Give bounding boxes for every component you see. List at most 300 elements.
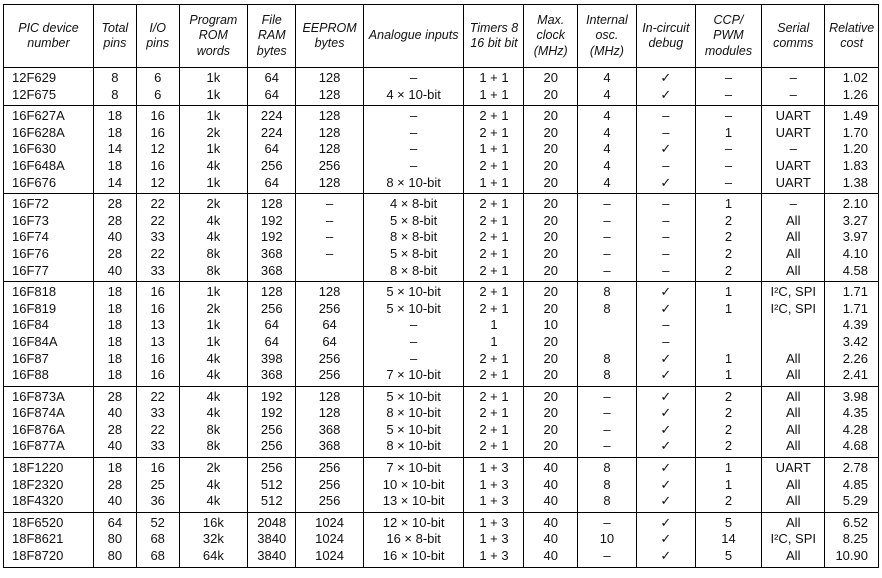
internal-osc-value: – [603, 212, 611, 228]
serial-value: – [789, 196, 797, 212]
timers-value: 1 + 3 [479, 460, 509, 476]
cell-io-pins [136, 458, 179, 513]
analogue-value: 5 × 10-bit [386, 284, 441, 300]
io-pins-value: 25 [150, 476, 165, 492]
file-ram-value: 398 [260, 350, 283, 366]
internal-osc-value: 8 [603, 300, 611, 316]
analogue-value: 4 × 10-bit [386, 86, 441, 102]
device-value: 16F77 [12, 262, 49, 278]
cell-analogue [363, 194, 464, 282]
cost-value: 2.10 [842, 196, 868, 212]
debug-value: – [662, 196, 670, 212]
io-pins-value: 22 [150, 421, 165, 437]
total-pins-value: 40 [107, 493, 123, 509]
eeprom-value: 1024 [315, 531, 345, 547]
internal-osc-value: 10 [599, 531, 615, 547]
device-value: 16F88 [12, 367, 49, 383]
serial-value: All [786, 548, 801, 564]
max-clock-value: 20 [543, 229, 558, 245]
ccp-pwm-value: 2 [724, 405, 733, 421]
ccp-pwm-value: – [724, 108, 733, 124]
device-value: 16F818 [12, 284, 57, 300]
total-pins-value: 18 [107, 317, 123, 333]
eeprom-value: 256 [318, 493, 341, 509]
program-rom-value: 4k [206, 212, 221, 228]
cell-internal-osc [577, 386, 636, 457]
analogue-value: 8 × 10-bit [386, 438, 441, 454]
debug-value: ✓ [660, 460, 672, 476]
io-pins-value: 16 [150, 460, 165, 476]
serial-value: All [786, 229, 801, 245]
device-value: 18F2320 [12, 476, 64, 492]
cost-value: 2.41 [842, 367, 868, 383]
cost-value: 2.26 [842, 350, 868, 366]
eeprom-value: 128 [318, 124, 341, 140]
eeprom-value: 128 [318, 284, 341, 300]
ccp-pwm-value: 1 [724, 284, 733, 300]
cell-internal-osc [577, 68, 636, 106]
analogue-value: 5 × 10-bit [386, 300, 441, 316]
cell-io-pins [136, 106, 179, 194]
cell-eeprom [296, 282, 363, 387]
cell-program-rom [179, 106, 248, 194]
total-pins-value: 80 [107, 531, 123, 547]
cell-timers [464, 458, 524, 513]
program-rom-value: 32k [202, 531, 224, 547]
analogue-value: 10 × 10-bit [382, 476, 445, 492]
cell-ccp-pwm [695, 282, 761, 387]
ccp-pwm-value: 2 [724, 421, 733, 437]
ccp-pwm-value: 1 [724, 300, 733, 316]
file-ram-value: 256 [260, 421, 283, 437]
analogue-value: – [410, 124, 418, 140]
total-pins-value: 18 [107, 367, 123, 383]
cost-value: 3.98 [842, 388, 868, 404]
cell-total-pins [93, 106, 136, 194]
timers-value: 1 [490, 317, 498, 333]
io-pins-value: 6 [154, 70, 162, 85]
cell-max-clock [524, 194, 578, 282]
total-pins-value: 28 [107, 388, 123, 404]
analogue-value: 16 × 10-bit [382, 548, 445, 564]
device-group [4, 458, 879, 513]
ccp-pwm-value: 2 [724, 262, 733, 278]
cost-value: 4.35 [842, 405, 868, 421]
device-value: 16F628A [12, 124, 65, 140]
max-clock-value: 20 [543, 388, 558, 404]
file-ram-value: 64 [264, 174, 279, 190]
max-clock-value: 20 [543, 108, 558, 124]
timers-value: 2 + 1 [479, 108, 509, 124]
col-header-analogue: Analogue inputs [363, 5, 464, 68]
internal-osc-value: 8 [603, 367, 611, 383]
max-clock-value: 20 [543, 245, 558, 261]
cell-ccp-pwm [695, 512, 761, 567]
program-rom-value: 16k [202, 514, 224, 530]
internal-osc-value: 8 [603, 493, 611, 509]
cell-eeprom [296, 512, 363, 567]
program-rom-value: 2k [206, 300, 221, 316]
device-value: 16F76 [12, 245, 49, 261]
file-ram-value: 256 [260, 438, 283, 454]
cell-device [4, 106, 94, 194]
cell-program-rom [179, 194, 248, 282]
max-clock-value: 20 [543, 438, 558, 454]
serial-value: All [786, 262, 801, 278]
cost-value: 1.83 [842, 157, 868, 173]
file-ram-value: 256 [260, 157, 283, 173]
debug-value: ✓ [660, 350, 672, 366]
analogue-value: 16 × 8-bit [386, 531, 441, 547]
cell-file-ram [248, 458, 296, 513]
serial-value: I²C, SPI [770, 531, 816, 547]
device-group [4, 386, 879, 457]
program-rom-value: 1k [206, 86, 221, 102]
file-ram-value: 368 [260, 262, 283, 278]
timers-value: 2 + 1 [479, 350, 509, 366]
debug-value: ✓ [660, 421, 672, 437]
cell-total-pins [93, 194, 136, 282]
timers-value: 1 + 1 [479, 174, 509, 190]
cell-io-pins [136, 68, 179, 106]
timers-value: 2 + 1 [479, 438, 509, 454]
cell-internal-osc [577, 194, 636, 282]
internal-osc-value: 4 [603, 108, 611, 124]
program-rom-value: 4k [206, 476, 221, 492]
device-value: 16F84A [12, 333, 58, 349]
program-rom-value: 1k [206, 108, 221, 124]
eeprom-value: 128 [318, 405, 341, 421]
ccp-pwm-value: 2 [724, 229, 733, 245]
debug-value: ✓ [660, 405, 672, 421]
eeprom-value: 256 [318, 476, 341, 492]
serial-value: All [786, 212, 801, 228]
cell-eeprom [296, 68, 363, 106]
cell-ccp-pwm [695, 386, 761, 457]
file-ram-value: 64 [264, 141, 279, 157]
file-ram-value: 256 [260, 300, 283, 316]
analogue-value: – [410, 317, 418, 333]
analogue-value: 7 × 10-bit [386, 460, 441, 476]
cell-timers [464, 68, 524, 106]
cell-program-rom [179, 386, 248, 457]
total-pins-value: 14 [107, 174, 123, 190]
total-pins-value: 28 [107, 196, 123, 212]
analogue-value: 4 × 8-bit [389, 196, 438, 212]
debug-value: ✓ [660, 476, 672, 492]
internal-osc-value: – [603, 388, 611, 404]
ccp-pwm-value: 2 [724, 245, 733, 261]
analogue-value: 5 × 10-bit [386, 388, 441, 404]
serial-value: All [786, 514, 801, 530]
program-rom-value: 1k [206, 70, 221, 85]
serial-value: – [789, 86, 797, 102]
device-value: 12F675 [12, 86, 57, 102]
program-rom-value: 4k [206, 350, 221, 366]
ccp-pwm-value: 1 [724, 350, 733, 366]
io-pins-value: 16 [150, 124, 165, 140]
internal-osc-value: 4 [603, 86, 611, 102]
io-pins-value: 13 [150, 333, 165, 349]
serial-value [764, 317, 822, 334]
program-rom-value: 1k [206, 174, 221, 190]
eeprom-value: 128 [318, 108, 341, 124]
cell-ccp-pwm [695, 68, 761, 106]
program-rom-value: 1k [206, 317, 221, 333]
col-header-timers: Timers 8 16 bit bit [464, 5, 524, 68]
serial-value: UART [775, 460, 811, 476]
col-header-serial: Serial comms [762, 5, 825, 68]
cell-program-rom [179, 458, 248, 513]
total-pins-value: 18 [107, 460, 123, 476]
cell-internal-osc [577, 282, 636, 387]
io-pins-value: 16 [150, 300, 165, 316]
io-pins-value: 33 [150, 405, 165, 421]
total-pins-value: 18 [107, 157, 123, 173]
cell-cost [825, 512, 879, 567]
cost-value: 4.68 [842, 438, 868, 454]
file-ram-value: 3840 [257, 531, 287, 547]
cell-device [4, 386, 94, 457]
total-pins-value: 18 [107, 108, 123, 124]
max-clock-value: 20 [543, 284, 558, 300]
internal-osc-value: 4 [603, 141, 611, 157]
analogue-value: – [410, 157, 418, 173]
serial-value: All [786, 476, 801, 492]
timers-value: 1 + 3 [479, 531, 509, 547]
io-pins-value: 16 [150, 284, 165, 300]
ccp-pwm-value: 2 [724, 388, 733, 404]
max-clock-value: 40 [543, 548, 558, 564]
cell-program-rom [179, 282, 248, 387]
program-rom-value: 2k [206, 196, 221, 212]
analogue-value: – [410, 333, 418, 349]
cost-value: 10.90 [835, 548, 868, 564]
cell-serial [762, 68, 825, 106]
timers-value: 2 + 1 [479, 405, 509, 421]
internal-osc-value: 4 [603, 70, 611, 85]
debug-value: ✓ [660, 388, 672, 404]
device-value: 16F648A [12, 157, 65, 173]
program-rom-value: 4k [206, 493, 221, 509]
timers-value: 1 [490, 333, 498, 349]
program-rom-value: 4k [206, 157, 221, 173]
serial-value: – [789, 70, 797, 85]
internal-osc-value: – [603, 405, 611, 421]
max-clock-value: 20 [543, 333, 558, 349]
serial-value: All [786, 405, 801, 421]
timers-value: 2 + 1 [479, 300, 509, 316]
table-header [4, 5, 879, 68]
device-value: 16F676 [12, 174, 57, 190]
file-ram-value: 192 [260, 405, 283, 421]
serial-value: All [786, 245, 801, 261]
analogue-value: 8 × 8-bit [389, 229, 438, 245]
program-rom-value: 4k [206, 367, 221, 383]
cost-value: 4.58 [842, 262, 868, 278]
eeprom-value: 64 [322, 317, 337, 333]
timers-value: 2 + 1 [479, 262, 509, 278]
program-rom-value: 64k [202, 548, 224, 564]
internal-osc-value: – [603, 514, 611, 530]
io-pins-value: 22 [150, 196, 165, 212]
io-pins-value: 16 [150, 367, 165, 383]
cell-total-pins [93, 68, 136, 106]
max-clock-value: 40 [543, 460, 558, 476]
debug-value: ✓ [660, 531, 672, 547]
cell-analogue [363, 458, 464, 513]
timers-value: 2 + 1 [479, 421, 509, 437]
cell-analogue [363, 106, 464, 194]
device-group [4, 68, 879, 106]
cell-debug [636, 282, 695, 387]
ccp-pwm-value: 1 [724, 460, 733, 476]
cell-debug [636, 106, 695, 194]
io-pins-value: 16 [150, 157, 165, 173]
serial-value: All [786, 388, 801, 404]
cell-file-ram [248, 106, 296, 194]
pic-comparison-table [3, 4, 879, 568]
ccp-pwm-value: 1 [724, 196, 733, 212]
col-header-program-rom: Program ROM words [179, 5, 248, 68]
max-clock-value: 20 [543, 86, 558, 102]
analogue-value: – [410, 108, 418, 124]
eeprom-value: 128 [318, 174, 341, 190]
col-header-total-pins: Total pins [93, 5, 136, 68]
cell-file-ram [248, 386, 296, 457]
program-rom-value: 2k [206, 124, 221, 140]
cell-timers [464, 512, 524, 567]
device-value: 18F1220 [12, 460, 64, 476]
timers-value: 1 + 3 [479, 514, 509, 530]
cost-value: 3.97 [842, 229, 868, 245]
max-clock-value: 40 [543, 514, 558, 530]
file-ram-value: 128 [260, 284, 283, 300]
io-pins-value: 22 [150, 245, 165, 261]
cell-serial [762, 512, 825, 567]
cell-file-ram [248, 68, 296, 106]
io-pins-value: 16 [150, 108, 165, 124]
total-pins-value: 28 [107, 212, 123, 228]
debug-value: ✓ [660, 438, 672, 454]
analogue-value: 13 × 10-bit [382, 493, 445, 509]
file-ram-value: 512 [260, 476, 283, 492]
file-ram-value: 192 [260, 388, 283, 404]
total-pins-value: 28 [107, 421, 123, 437]
internal-osc-value: 4 [603, 124, 611, 140]
io-pins-value: 36 [150, 493, 165, 509]
io-pins-value: 13 [150, 317, 165, 333]
cell-internal-osc [577, 512, 636, 567]
debug-value: – [662, 229, 670, 245]
debug-value: ✓ [660, 141, 672, 157]
eeprom-value: 64 [322, 333, 337, 349]
file-ram-value: 64 [264, 333, 279, 349]
cell-cost [825, 106, 879, 194]
ccp-pwm-value [698, 334, 759, 351]
file-ram-value: 256 [260, 460, 283, 476]
ccp-pwm-value [698, 317, 759, 334]
eeprom-value: – [325, 212, 334, 228]
device-value: 16F87 [12, 350, 49, 366]
timers-value: 2 + 1 [479, 229, 509, 245]
eeprom-value: 256 [318, 367, 341, 383]
timers-value: 2 + 1 [479, 367, 509, 383]
cell-analogue [363, 386, 464, 457]
debug-value: – [662, 108, 670, 124]
max-clock-value: 20 [543, 124, 558, 140]
io-pins-value: 12 [150, 141, 165, 157]
eeprom-value: 1024 [315, 514, 345, 530]
max-clock-value: 20 [543, 157, 558, 173]
cell-serial [762, 194, 825, 282]
device-value: 18F8621 [12, 531, 64, 547]
debug-value: ✓ [660, 548, 672, 564]
internal-osc-value: – [603, 262, 611, 278]
cell-ccp-pwm [695, 106, 761, 194]
ccp-pwm-value: 5 [724, 548, 733, 564]
cell-eeprom [296, 106, 363, 194]
cell-io-pins [136, 282, 179, 387]
cost-value: 1.26 [842, 86, 868, 102]
device-value: 16F819 [12, 300, 57, 316]
ccp-pwm-value: – [724, 157, 733, 173]
cell-max-clock [524, 458, 578, 513]
program-rom-value: 2k [206, 460, 221, 476]
internal-osc-value: 8 [603, 284, 611, 300]
device-value: 16F73 [12, 212, 49, 228]
max-clock-value: 20 [543, 300, 558, 316]
cost-value: 4.85 [842, 476, 868, 492]
cell-io-pins [136, 194, 179, 282]
eeprom-value: 128 [318, 141, 341, 157]
device-value: 18F8720 [12, 548, 64, 564]
cell-debug [636, 386, 695, 457]
cost-value: 1.70 [842, 124, 868, 140]
timers-value: 2 + 1 [479, 388, 509, 404]
file-ram-value: 192 [260, 212, 283, 228]
device-value: 16F873A [12, 388, 65, 404]
ccp-pwm-value: – [724, 70, 733, 85]
max-clock-value: 20 [543, 70, 558, 85]
internal-osc-value: 8 [603, 476, 611, 492]
total-pins-value: 8 [111, 70, 119, 85]
total-pins-value: 64 [107, 514, 123, 530]
col-header-file-ram: File RAM bytes [248, 5, 296, 68]
eeprom-value: 1024 [315, 548, 345, 564]
file-ram-value: 64 [264, 70, 279, 85]
ccp-pwm-value: 1 [724, 124, 733, 140]
cost-value: 8.25 [842, 531, 868, 547]
total-pins-value: 18 [107, 124, 123, 140]
cell-analogue [363, 68, 464, 106]
file-ram-value: 64 [264, 86, 279, 102]
device-value: 16F627A [12, 108, 65, 124]
device-value: 16F874A [12, 405, 65, 421]
serial-value: UART [775, 157, 811, 173]
total-pins-value: 40 [107, 229, 123, 245]
file-ram-value: 64 [264, 317, 279, 333]
timers-value: 1 + 1 [479, 86, 509, 102]
cell-cost [825, 282, 879, 387]
total-pins-value: 80 [107, 548, 123, 564]
debug-value: – [662, 245, 670, 261]
io-pins-value: 16 [150, 350, 165, 366]
ccp-pwm-value: – [724, 86, 733, 102]
eeprom-value: – [325, 245, 334, 261]
cell-cost [825, 458, 879, 513]
cost-value: 4.28 [842, 421, 868, 437]
